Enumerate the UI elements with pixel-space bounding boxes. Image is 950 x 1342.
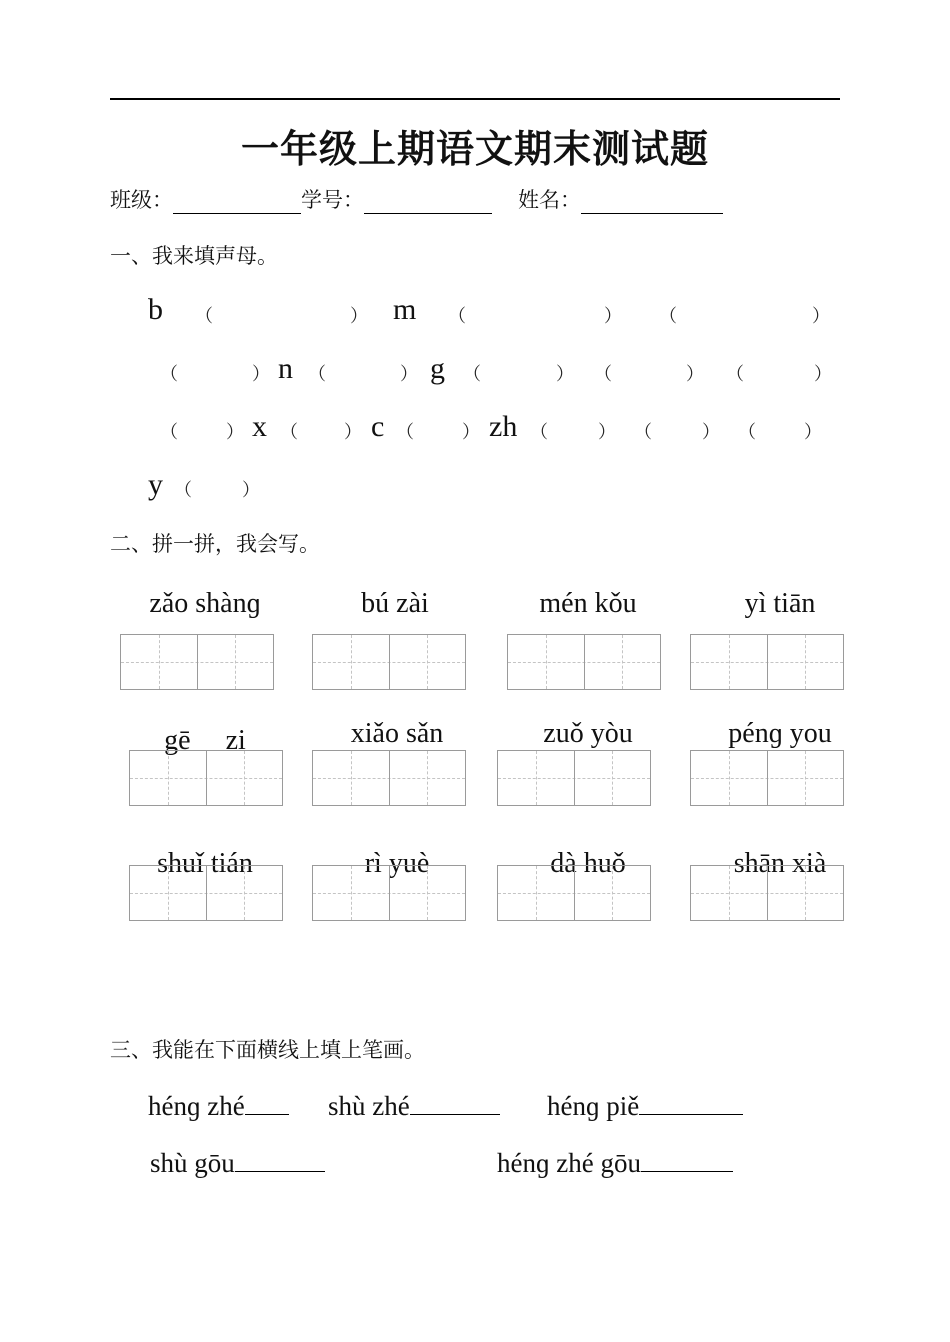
letter-g: g (430, 352, 445, 385)
stroke-name: shù gōu (150, 1148, 235, 1178)
letter-y: y (148, 468, 163, 501)
paren-open: （ (308, 364, 326, 385)
paren-open: （ (594, 364, 612, 385)
pinyin-word: shuǐ tián (157, 848, 253, 879)
class-field[interactable] (173, 191, 301, 214)
letter-b: b (148, 293, 163, 326)
section2-heading: 二、拼一拼，我会写。 (110, 532, 320, 556)
paren-close: ） (686, 364, 704, 385)
paren-close: ） (350, 306, 368, 327)
stroke-item (547, 1090, 743, 1122)
paren-open: （ (463, 364, 481, 385)
number-label: 学号： (301, 188, 364, 212)
pinyin-word: mén kǒu (539, 588, 637, 619)
paren-open: （ (195, 306, 213, 327)
writing-grid[interactable] (690, 634, 844, 690)
paren-open: （ (160, 422, 178, 443)
paren-close: ） (242, 480, 260, 501)
paren-open: （ (280, 422, 298, 443)
section1-heading: 一、我来填声母。 (110, 244, 278, 268)
name-label: 姓名： (518, 188, 581, 212)
paren-open: （ (659, 306, 677, 327)
pinyin-word: dà huǒ (550, 848, 626, 879)
paren-open: （ (726, 364, 744, 385)
pinyin-word: bú zài (361, 588, 429, 619)
paren-close: ） (400, 364, 418, 385)
paren-close: ） (556, 364, 574, 385)
pinyin-word: gē zi (164, 725, 246, 756)
paren-close: ） (804, 422, 822, 443)
stroke-name: hénɡ zhé gōu (497, 1148, 641, 1178)
paren-close: ） (226, 422, 244, 443)
top-rule (110, 98, 840, 100)
writing-grid[interactable] (120, 634, 274, 690)
paren-close: ） (702, 422, 720, 443)
writing-grid[interactable] (312, 865, 466, 921)
pinyin-word: pénɡ you (728, 718, 832, 749)
paren-close: ） (462, 422, 480, 443)
pinyin-word: rì yuè (364, 848, 430, 879)
paren-close: ） (344, 422, 362, 443)
paren-open: （ (634, 422, 652, 443)
stroke-name: shù zhé (328, 1091, 410, 1121)
writing-grid[interactable] (497, 750, 651, 806)
letter-x: x (252, 410, 267, 443)
paren-open: （ (160, 364, 178, 385)
student-info (110, 184, 723, 214)
paren-close: ） (252, 364, 270, 385)
writing-grid[interactable] (507, 634, 661, 690)
pinyin-word: shān xià (733, 848, 827, 879)
paren-open: （ (396, 422, 414, 443)
stroke-item (150, 1147, 325, 1179)
letter-c: c (371, 410, 385, 443)
number-field[interactable] (364, 191, 492, 214)
letter-n: n (278, 352, 293, 385)
stroke-answer-line[interactable] (639, 1090, 743, 1115)
section3-heading: 三、我能在下面横线上填上笔画。 (110, 1038, 425, 1062)
stroke-name: hénɡ zhé (148, 1091, 245, 1121)
letter-zh: zh (489, 410, 518, 443)
pinyin-word: xiǎo sǎn (350, 718, 444, 749)
writing-grid[interactable] (690, 865, 844, 921)
letter-m: m (393, 293, 417, 326)
class-label: 班级： (110, 188, 173, 212)
paren-close: ） (604, 306, 622, 327)
paren-open: （ (448, 306, 466, 327)
writing-grid[interactable] (312, 634, 466, 690)
writing-grid[interactable] (497, 865, 651, 921)
pinyin-word: yì tiān (744, 588, 816, 619)
writing-grid[interactable] (129, 750, 283, 806)
stroke-answer-line[interactable] (245, 1090, 289, 1115)
paren-close: ） (598, 422, 616, 443)
paren-open: （ (530, 422, 548, 443)
stroke-item (497, 1147, 733, 1179)
pinyin-word: zǎo shànɡ (149, 588, 261, 619)
paren-close: ） (814, 364, 832, 385)
writing-grid[interactable] (690, 750, 844, 806)
paren-open: （ (738, 422, 756, 443)
page-title: 一年级上期语文期末测试题 (240, 126, 709, 171)
name-field[interactable] (581, 191, 723, 214)
stroke-answer-line[interactable] (410, 1090, 500, 1115)
writing-grid[interactable] (129, 865, 283, 921)
pinyin-word: zuǒ yòu (543, 718, 633, 749)
stroke-name: hénɡ piě (547, 1091, 640, 1121)
stroke-answer-line[interactable] (235, 1147, 325, 1172)
stroke-answer-line[interactable] (641, 1147, 733, 1172)
stroke-item (148, 1090, 289, 1122)
paren-close: ） (812, 306, 830, 327)
stroke-item (328, 1090, 500, 1122)
writing-grid[interactable] (312, 750, 466, 806)
paren-open: （ (174, 480, 192, 501)
